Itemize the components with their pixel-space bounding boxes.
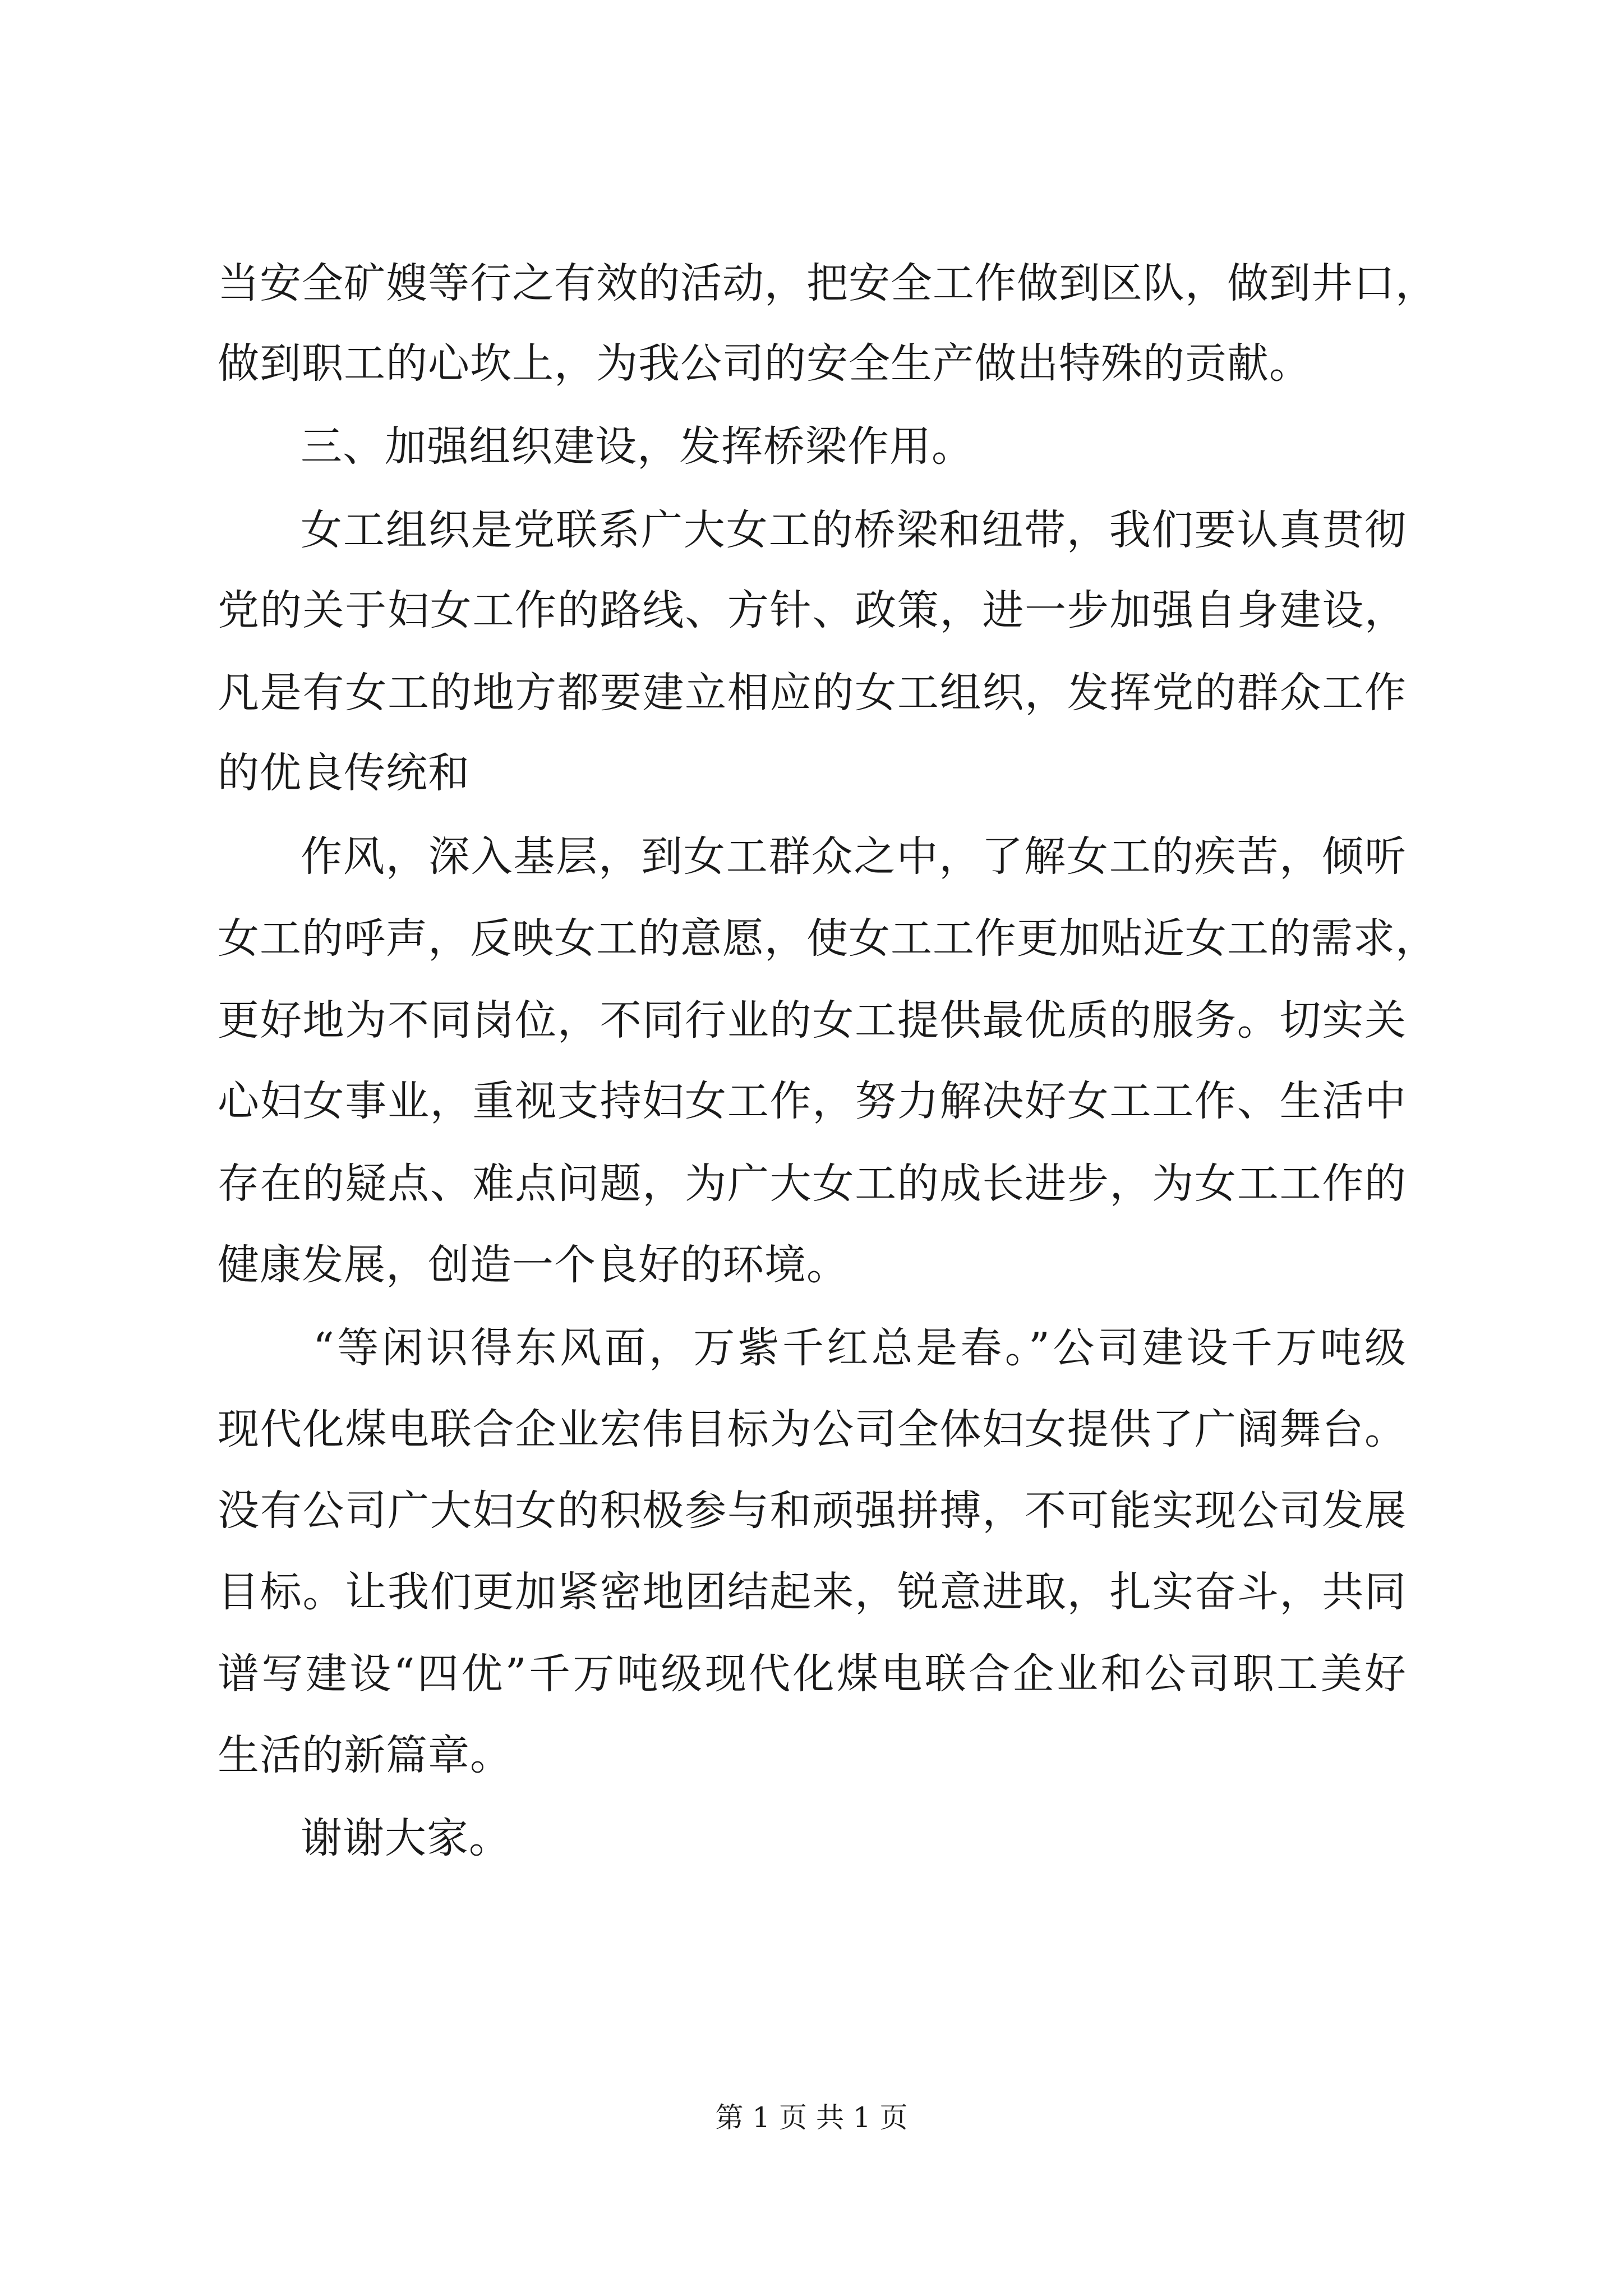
text-line: 现代化煤电联合企业宏伟目标为公司全体妇女提供了广阔舞台。 [218,1405,1407,1453]
text-line: 当安全矿嫂等行之有效的活动，把安全工作做到区队，做到井口， [218,259,1437,307]
page-footer [0,2095,1623,2140]
text-line: 目标。让我们更加紧密地团结起来，锐意进取，扎实奋斗，共同 [218,1568,1407,1616]
text-line: 谱写建设“四优”千万吨级现代化煤电联合企业和公司职工美好 [218,1650,1407,1698]
text-line: 凡是有女工的地方都要建立相应的女工组织，发挥党的群众工作 [218,669,1407,717]
text-line: “等闲识得东风面，万紫千红总是春。”公司建设千万吨级 [313,1324,1407,1372]
section-heading: 三、加强组织建设，发挥桥梁作用。 [301,422,974,471]
text-line: 更好地为不同岗位，不同行业的女工提供最优质的服务。切实关 [218,996,1407,1045]
text-line: 存在的疑点、难点问题，为广大女工的成长进步，为女工工作的 [218,1159,1407,1208]
text-line: 女工组织是党联系广大女工的桥梁和纽带，我们要认真贯彻 [301,506,1407,554]
text-line: 党的关于妇女工作的路线、方针、政策，进一步加强自身建设， [218,586,1407,634]
text-line: 做到职工的心坎上，为我公司的安全生产做出特殊的贡献。 [218,339,1311,388]
text-line: 健康发展，创造一个良好的环境。 [218,1241,849,1289]
text-line: 的优良传统和 [218,749,470,797]
text-line: 生活的新篇章。 [218,1731,512,1779]
text-line: 作风，深入基层，到女工群众之中，了解女工的疾苦，倾听 [301,832,1407,881]
text-line: 没有公司广大妇女的积极参与和顽强拼搏，不可能实现公司发展 [218,1487,1407,1535]
page-number: 第 1 页 共 1 页 [715,2101,908,2134]
closing-line: 谢谢大家。 [301,1814,511,1862]
text-line: 女工的呼声，反映女工的意愿，使女工工作更加贴近女工的需求， [218,914,1437,963]
text-line: 心妇女事业，重视支持妇女工作，努力解决好女工工作、生活中 [218,1077,1407,1125]
